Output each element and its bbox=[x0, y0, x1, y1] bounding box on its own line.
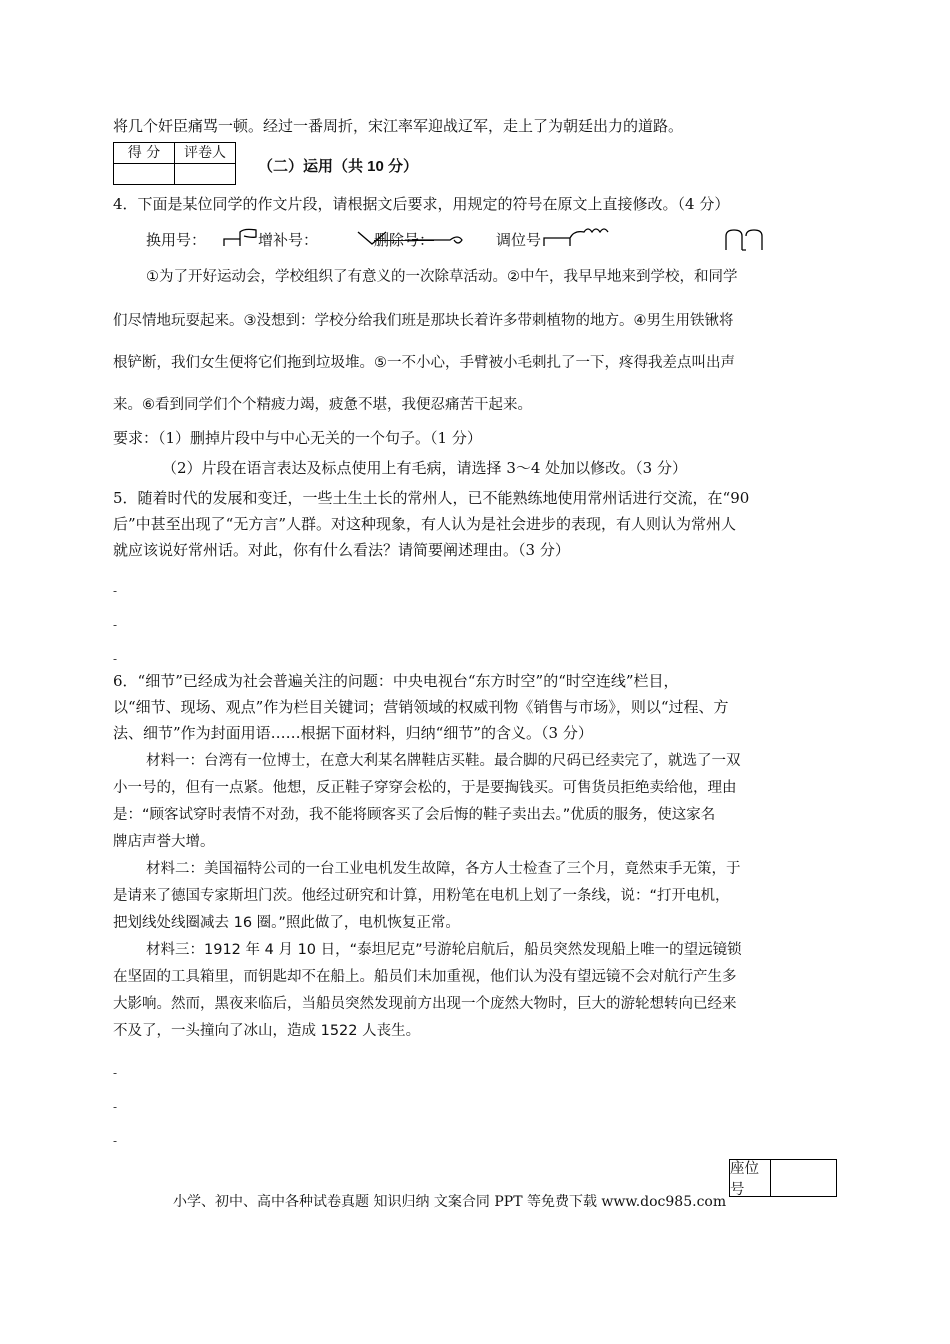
q5-line-3: 就应该说好常州话。对此，你有什么看法？请简要阐述理由。（3 分） bbox=[113, 541, 570, 559]
q4-passage-line-2: 们尽情地玩耍起来。③没想到：学校分给我们班是那块长着许多带刺植物的地方。④男生用铁锹将 bbox=[113, 313, 734, 329]
q4-prompt: 4．下面是某位同学的作文片段，请根据文后要求，用规定的符号在原文上直接修改。（4 分） bbox=[113, 195, 730, 213]
material-3-line-2: 在坚固的工具箱里，而钥匙却不在船上。船员们未加重视，他们认为没有望远镜不会对航行产生多 bbox=[113, 969, 737, 985]
material-1-line-1: 材料一：台湾有一位博士，在意大利某名牌鞋店买鞋。最合脚的尺码已经卖完了，就选了一双 bbox=[146, 753, 741, 769]
material-3-line-4: 不及了，一头撞向了冰山，造成 1522 人丧生。 bbox=[113, 1023, 421, 1039]
material-1-line-3: 是：“顾客试穿时表情不对劲，我不能将顾客买了会后悔的鞋子卖出去。”优质的服务，使这家名 bbox=[113, 807, 716, 823]
q6-answer-line-2[interactable]: - bbox=[113, 1100, 118, 1114]
q4-requirement-2: （2）片段在语言表达及标点使用上有毛病，请选择 3～4 处加以修改。（3 分） bbox=[162, 459, 687, 477]
score-table bbox=[113, 142, 236, 185]
seat-number-box bbox=[729, 1159, 837, 1197]
material-2-line-1: 材料二：美国福特公司的一台工业电机发生故障，各方人士检查了三个月，竟然束手无策，于 bbox=[146, 861, 741, 877]
q5-answer-line-2[interactable]: - bbox=[113, 618, 118, 632]
replace-symbol-label: 换用号： bbox=[146, 231, 207, 249]
section-title: （二）运用（共 10 分） bbox=[258, 158, 419, 175]
footer-text: 小学、初中、高中各种试卷真题 知识归纳 文案合同 PPT 等免费下载 www.doc985.com bbox=[173, 1194, 727, 1210]
insert-symbol-label: 增补号： bbox=[258, 231, 319, 249]
seat-number-field[interactable] bbox=[771, 1160, 836, 1196]
move-symbol-label: 调位号 bbox=[496, 231, 542, 249]
q6-line-3: 法、细节”作为封面用语……根据下面材料，归纳“细节”的含义。（3 分） bbox=[113, 724, 593, 742]
q6-line-2: 以“细节、现场、观点”作为栏目关键词；营销领域的权威刊物《销售与市场》，则以“过程、方 bbox=[113, 698, 729, 716]
material-2-line-2: 是请来了德国专家斯坦门茨。他经过研究和计算，用粉笔在电机上划了一条线，说：“打开电机， bbox=[113, 888, 730, 904]
material-1-line-4: 牌店声誉大增。 bbox=[113, 834, 215, 850]
material-1-line-2: 小一号的，但有一点紧。他想，反正鞋子穿穿会松的，于是要掏钱买。可售货员拒绝卖给他，理由 bbox=[113, 780, 737, 796]
grader-cell[interactable] bbox=[175, 164, 236, 185]
q6-answer-line-3[interactable]: - bbox=[113, 1134, 118, 1148]
q4-passage-line-1: ①为了开好运动会，学校组织了有意义的一次除草活动。②中午，我早早地来到学校，和同学 bbox=[146, 269, 738, 285]
material-2-line-3: 把划线处线圈减去 16 圈。”照此做了，电机恢复正常。 bbox=[113, 915, 460, 931]
q5-line-1: 5．随着时代的发展和变迁，一些土生土长的常州人，已不能熟练地使用常州话进行交流，在“90 bbox=[113, 489, 750, 507]
material-3-line-3: 大影响。然而，黑夜来临后，当船员突然发现前方出现一个庞然大物时，巨大的游轮想转向已经来 bbox=[113, 996, 737, 1012]
replace-mark-icon bbox=[222, 226, 262, 250]
delete-symbol-label: 删除号： bbox=[374, 231, 435, 249]
q6-line-1: 6．“细节”已经成为社会普遍关注的问题：中央电视台“东方时空”的“时空连线”栏目， bbox=[113, 672, 679, 690]
q6-answer-line-1[interactable]: - bbox=[113, 1066, 118, 1080]
delete-mark-icon bbox=[410, 232, 470, 248]
q5-answer-line-3[interactable]: - bbox=[113, 652, 118, 666]
grader-header: 评卷人 bbox=[175, 143, 236, 164]
swap-mark-icon bbox=[722, 228, 766, 252]
material-3-line-1: 材料三：1912 年 4 月 10 日，“泰坦尼克”号游轮启航后，船员突然发现船上唯一的望远镜锁 bbox=[146, 942, 742, 958]
q4-passage-line-4: 来。⑥看到同学们个个精疲力竭，疲惫不堪，我便忍痛苦干起来。 bbox=[113, 397, 532, 413]
q5-answer-line-1[interactable]: - bbox=[113, 584, 118, 598]
score-cell[interactable] bbox=[114, 164, 175, 185]
move-mark-icon bbox=[542, 224, 612, 250]
q5-line-2: 后”中甚至出现了“无方言”人群。对这种现象，有人认为是社会进步的表现，有人则认为常州人 bbox=[113, 515, 737, 533]
seat-number-label: 座位号 bbox=[730, 1160, 771, 1196]
q4-passage-line-3: 根铲断，我们女生便将它们拖到垃圾堆。⑤一不小心，手臂被小毛刺扎了一下，疼得我差点叫出声 bbox=[113, 355, 735, 371]
intro-tail: 将几个奸臣痛骂一顿。经过一番周折，宋江率军迎战辽军，走上了为朝廷出力的道路。 bbox=[113, 117, 684, 135]
score-header: 得 分 bbox=[114, 143, 175, 164]
q4-requirement-1: 要求：（1）删掉片段中与中心无关的一个句子。（1 分） bbox=[113, 429, 482, 447]
